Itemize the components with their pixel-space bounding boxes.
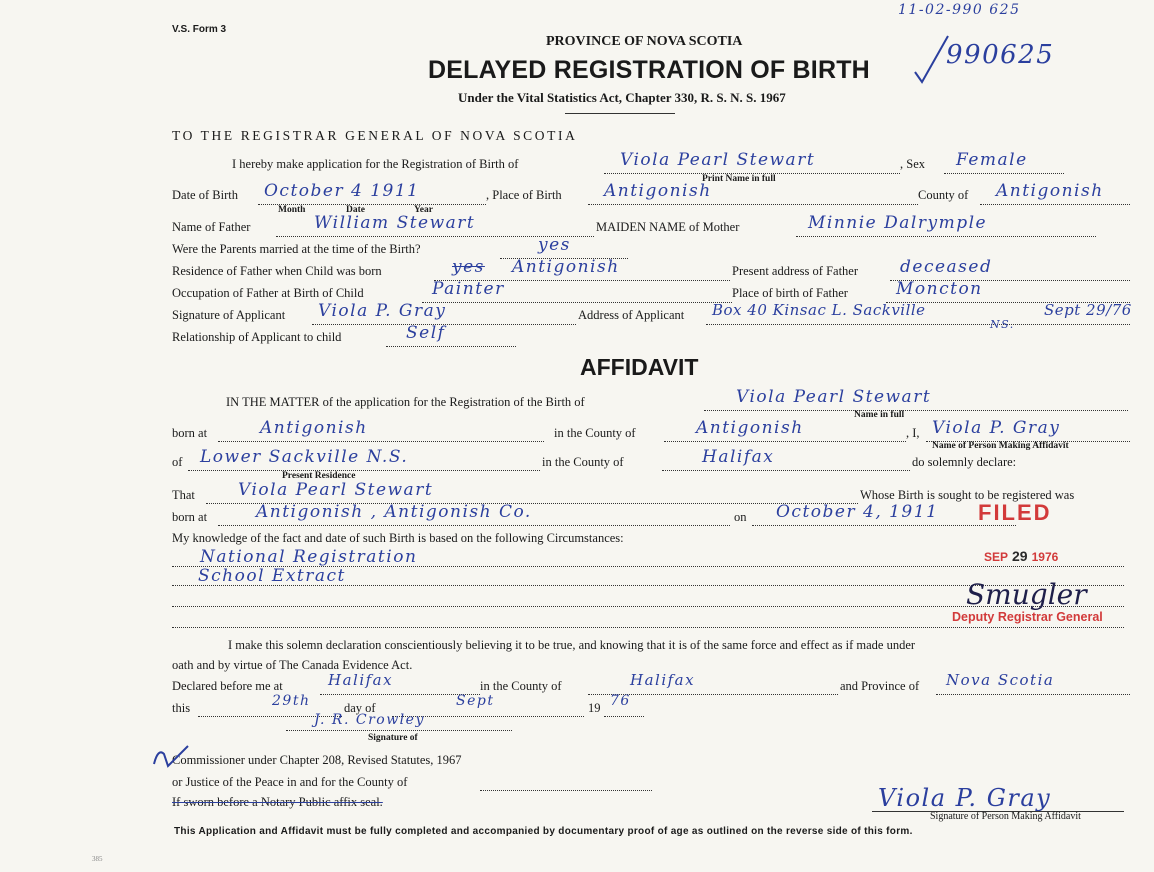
matter-label: IN THE MATTER of the application for the Registration of the Birth of [226, 395, 585, 409]
affidavit-child-name: Viola Pearl Stewart [736, 387, 932, 407]
present-residence-caption: Present Residence [282, 471, 356, 481]
occupation-label: Occupation of Father at Birth of Child [172, 286, 364, 300]
county-label: County of [918, 188, 969, 202]
this-label: this [172, 701, 191, 715]
applicant-address-date: Sept 29/76 [1044, 301, 1132, 319]
title-rule [565, 113, 675, 114]
notary-line: If sworn before a Notary Public affix seal. [172, 795, 383, 809]
married-label: Were the Parents married at the time of the Birth? [172, 242, 421, 256]
year-suffix: 76 [610, 693, 631, 709]
footer-note: This Application and Affidavit must be fully completed and accompanied by documentary proof of age as outlined on the reverse side of this form. [174, 826, 913, 837]
year-caption: Year [414, 205, 433, 215]
child-name: Viola Pearl Stewart [620, 150, 816, 170]
father-pob-value: Moncton [896, 279, 983, 299]
county3-value: Halifax [630, 671, 696, 689]
applicant-address: Box 40 Kinsac L. Sackville [712, 301, 926, 319]
residence-value: Antigonish [512, 257, 620, 277]
addressee: TO THE REGISTRAR GENERAL OF NOVA SCOTIA [172, 128, 578, 143]
occupation-value: Painter [432, 279, 505, 299]
date-caption: Date [346, 205, 365, 215]
father-label: Name of Father [172, 220, 251, 234]
i-label: , I, [906, 426, 920, 440]
deponent-signature-caption: Signature of Person Making Affidavit [930, 811, 1081, 822]
affidavit-county-value: Antigonish [696, 418, 804, 438]
on-label: on [734, 510, 747, 524]
that-label: That [172, 488, 195, 502]
knowledge-label: My knowledge of the fact and date of such Birth is based on the following Circumstances: [172, 531, 624, 545]
on-date: October 4, 1911 [776, 502, 939, 522]
applicant-signature: Viola P. Gray [318, 301, 447, 321]
deponent-residence: Lower Sackville N.S. [200, 447, 409, 467]
day-of-label: day of [344, 701, 376, 715]
born-at-value: Antigonish [260, 418, 368, 438]
filed-stamp: FILED [978, 500, 1052, 525]
solemn-line-2: oath and by virtue of The Canada Evidence Act. [172, 658, 413, 672]
applicant-address-province: NS. [990, 318, 1015, 331]
province-heading: PROVINCE OF NOVA SCOTIA [546, 34, 743, 49]
county2-label: in the County of [542, 455, 624, 469]
day-value: 29th [272, 693, 311, 709]
pob-value: Antigonish [604, 181, 712, 201]
residence-struck: yes [452, 257, 485, 277]
father-address-label: Present address of Father [732, 264, 859, 278]
year-prefix: 19 [588, 701, 601, 715]
province-value: Nova Scotia [946, 671, 1055, 689]
deponent-name: Viola P. Gray [932, 418, 1061, 438]
county2-value: Halifax [702, 447, 775, 467]
registration-number: 990625 [946, 40, 1055, 70]
commissioner-check-icon [150, 742, 190, 772]
father-address-value: deceased [900, 257, 993, 277]
province-label: and Province of [840, 679, 920, 693]
declared-label: Declared before me at [172, 679, 283, 693]
that-name: Viola Pearl Stewart [238, 480, 434, 500]
print-name-caption: Print Name in full [702, 174, 776, 184]
born-at2-label: born at [172, 510, 208, 524]
commissioner-signature: J. R. Crowley [314, 712, 425, 728]
check-mark-icon [912, 34, 952, 86]
justice-line: or Justice of the Peace in and for the County of [172, 775, 408, 789]
deponent-signature: Viola P. Gray [878, 784, 1052, 812]
relationship-label: Relationship of Applicant to child [172, 330, 342, 344]
father-pob-label: Place of birth of Father [732, 286, 848, 300]
stamp-date-year: 1976 [1031, 550, 1059, 564]
address-label: Address of Applicant [578, 308, 685, 322]
declare-label: do solemnly declare: [912, 455, 1017, 469]
whose-label: Whose Birth is sought to be registered was [860, 488, 1075, 502]
intro-label: I hereby make application for the Registration of Birth of [232, 157, 519, 171]
registrar-signature: Smugler [966, 578, 1087, 611]
stamp-date [984, 548, 1058, 566]
page-title: DELAYED REGISTRATION OF BIRTH [428, 56, 870, 84]
stamp-date-month: SEP [984, 550, 1009, 564]
sex-label: , Sex [900, 157, 925, 171]
signature-label: Signature of Applicant [172, 308, 286, 322]
relationship-value: Self [406, 323, 446, 343]
affidavit-heading: AFFIDAVIT [580, 354, 699, 380]
stamp-date-day: 29 [1012, 548, 1028, 564]
name-in-full-caption: Name in full [854, 410, 905, 420]
commissioner-line: Commissioner under Chapter 208, Revised Statutes, 1967 [172, 753, 462, 767]
born-at-label: born at [172, 426, 208, 440]
married-value: yes [538, 235, 571, 255]
pob-label: , Place of Birth [486, 188, 562, 202]
affidavit-county-label: in the County of [554, 426, 636, 440]
father-value: William Stewart [314, 213, 476, 233]
footer-code: 385 [92, 855, 103, 863]
circumstance-1: National Registration [200, 547, 418, 567]
page-subtitle: Under the Vital Statistics Act, Chapter 330, R. S. N. S. 1967 [458, 90, 786, 105]
county-value: Antigonish [996, 181, 1104, 201]
registrar-title: Deputy Registrar General [952, 610, 1103, 624]
residence-label: Residence of Father when Child was born [172, 264, 382, 278]
declared-at-value: Halifax [328, 671, 394, 689]
mother-label: MAIDEN NAME of Mother [596, 220, 740, 234]
of-label: of [172, 455, 183, 469]
dob-label: Date of Birth [172, 188, 238, 202]
mother-value: Minnie Dalrymple [808, 213, 988, 233]
sex-value: Female [956, 150, 1028, 170]
dob-value: October 4 1911 [264, 181, 420, 201]
form-number: V.S. Form 3 [172, 24, 227, 35]
county3-label: in the County of [480, 679, 562, 693]
born-at2-value: Antigonish , Antigonish Co. [256, 502, 532, 522]
month-caption: Month [278, 205, 306, 215]
circumstance-2: School Extract [198, 566, 346, 586]
corner-note: 11-02-990 625 [898, 2, 1021, 18]
signature-of-caption: Signature of [368, 733, 418, 743]
solemn-line-1: I make this solemn declaration conscientiously believing it to be true, and knowing that it is of the same force and effect as if made under [228, 638, 916, 652]
deponent-caption: Name of Person Making Affidavit [932, 441, 1069, 451]
month-value: Sept [456, 693, 495, 709]
